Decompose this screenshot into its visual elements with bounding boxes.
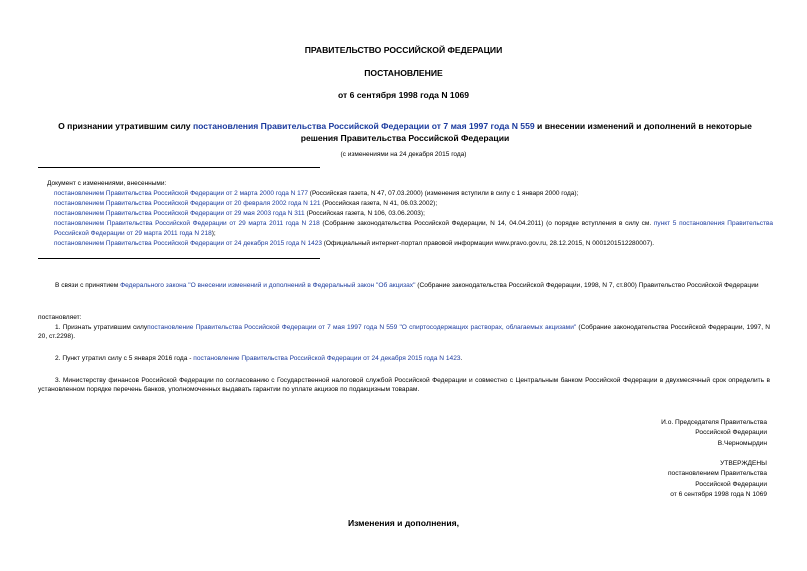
change-item: [47, 239, 773, 249]
paragraph-1-text-before: 1. Признать утратившим силу: [55, 324, 148, 331]
resolution-1423-link[interactable]: постановление Правительства Российской Федерации от 24 декабря 2015 года N 1423: [193, 355, 461, 362]
change-item: [47, 189, 773, 199]
approved-heading: УТВЕРЖДЕНЫ: [720, 460, 767, 467]
resolution-559-link[interactable]: постановление Правительства Российской Федерации от 7 мая 1997 года N 559 "О спиртосодержащих растворах, облагаемых акцизами": [147, 324, 577, 331]
change-text-secondary: );: [211, 230, 216, 237]
change-text: (Официальный интернет-портал правовой информации www.pravo.gov.ru, 28.12.2015, N 0001201512280007).: [321, 240, 655, 247]
paragraph-2: [38, 355, 770, 364]
change-text: (Российская газета, N 41, 06.03.2002);: [320, 200, 438, 207]
change-link[interactable]: постановлением Правительства Российской Федерации от 20 февраля 2002 года N 121: [54, 200, 321, 207]
date-number-heading: от 6 сентября 1998 года N 1069: [337, 90, 470, 100]
signature-position: И.о. Председателя Правительства: [661, 419, 767, 426]
divider-top: [38, 167, 320, 168]
paragraph-1: [38, 324, 770, 342]
change-item: [47, 219, 773, 239]
title-text-before: О признании утратившим силу: [58, 121, 193, 131]
approved-by: постановлением Правительства: [667, 470, 767, 478]
doc-type-heading: ПОСТАНОВЛЕНИЕ: [364, 68, 443, 78]
government-heading: ПРАВИТЕЛЬСТВО РОССИЙСКОЙ ФЕДЕРАЦИИ: [304, 45, 503, 55]
paragraph-2-text-after: .: [460, 355, 463, 362]
approved-country: Российской Федерации: [695, 480, 767, 488]
decrees-line: постановляет:: [38, 314, 82, 321]
paragraph-3: 3. Министерству финансов Российской Федерации по согласованию с Государственной налоговой службой Российской Федерации и совместно с Центральным банком Российской Федерации в двухмесячный срок определить в установленном порядке перечень банков, уполномоченных выдавать гарантии по уплате акцизов по подакцизным товарам.: [38, 377, 770, 393]
change-link[interactable]: постановлением Правительства Российской Федерации от 24 декабря 2015 года N 1423: [54, 240, 322, 247]
signature-country: Российской Федерации: [695, 429, 767, 437]
change-text: (Российская газета, N 47, 07.03.2000) (изменения вступили в силу с 1 января 2000 года);: [308, 190, 579, 197]
approval-block: [668, 459, 767, 501]
change-link-secondary[interactable]: пункт 5 постановления Правительства Российской Федерации от 29 марта 2011 года N 218: [54, 220, 773, 237]
change-link[interactable]: постановлением Правительства Российской Федерации от 29 мая 2003 года N 311: [54, 210, 305, 217]
document-title: [40, 120, 770, 144]
change-item: [47, 209, 773, 219]
changes-intro: Документ с изменениями, внесенными:: [47, 180, 167, 187]
section-title: Изменения и дополнения,: [347, 518, 460, 528]
intro-paragraph: [38, 282, 770, 291]
intro-text-after: (Собрание законодательства Российской Федерации, 1998, N 7, ст.800) Правительство Российской Федерации: [415, 282, 759, 289]
intro-text-before: В связи с принятием: [55, 282, 121, 289]
approved-date: от 6 сентября 1998 года N 1069: [670, 491, 767, 499]
divider-bottom: [38, 258, 320, 259]
change-link[interactable]: постановлением Правительства Российской Федерации от 29 марта 2011 года N 218: [54, 220, 320, 227]
revision-note: (с изменениями на 24 декабря 2015 года): [340, 151, 467, 158]
paragraph-2-text-before: 2. Пункт утратил силу с 5 января 2016 года -: [55, 355, 194, 362]
paragraph-1-text-after: (Собрание законодательства Российской Федерации, 1997, N 20, ст.2298).: [38, 324, 770, 340]
change-text: (Собрание законодательства Российской Федерации, N 14, 04.04.2011) (о порядке вступления в силу см.: [319, 220, 654, 227]
changes-list: [47, 179, 773, 249]
federal-law-link[interactable]: Федерального закона "О внесении изменений и дополнений в Федеральный закон "Об акцизах": [120, 282, 416, 289]
change-text: (Российская газета, N 106, 03.06.2003);: [304, 210, 425, 217]
signature-block: [661, 418, 767, 449]
title-link[interactable]: постановления Правительства Российской Федерации от 7 мая 1997 года N 559: [192, 121, 535, 131]
title-text-after: и внесении изменений и дополнений в некоторые решения Правительства Российской Федерации: [300, 121, 752, 144]
change-item: [47, 199, 773, 209]
change-link[interactable]: постановлением Правительства Российской Федерации от 2 марта 2000 года N 177: [54, 190, 308, 197]
signatory-name: В.Черномырдин: [717, 439, 767, 447]
